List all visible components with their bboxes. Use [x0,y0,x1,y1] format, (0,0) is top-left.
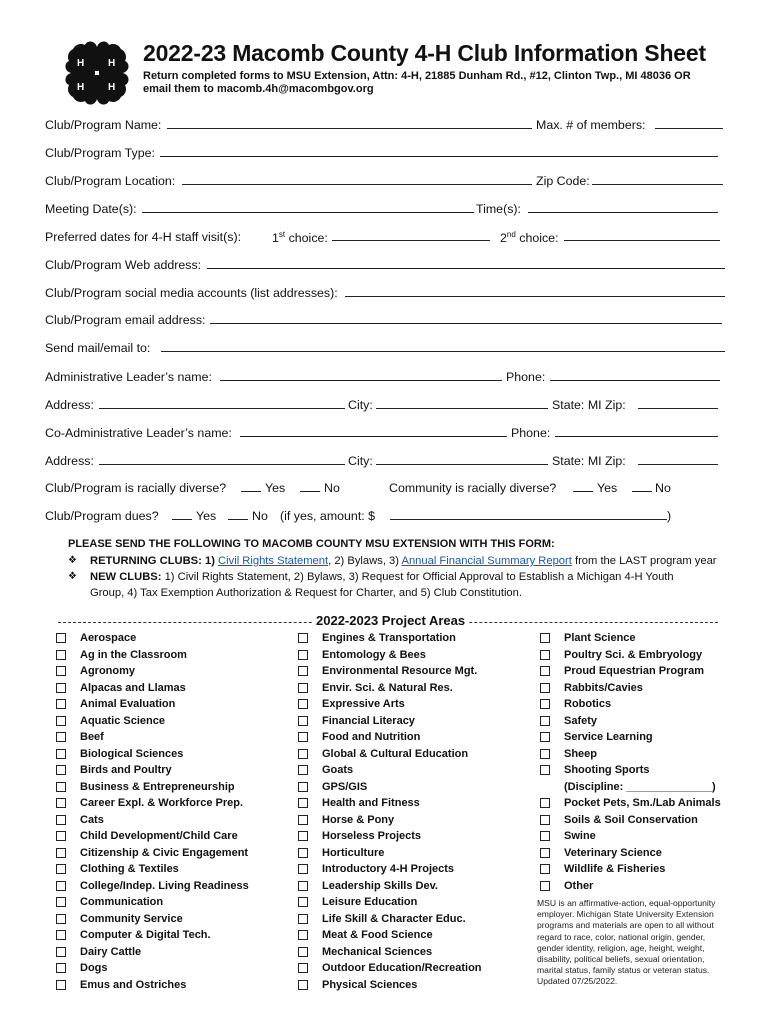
project-area-label: Robotics [564,698,612,710]
max-members-field[interactable] [655,118,723,129]
project-area-label: Life Skill & Character Educ. [322,912,466,925]
max-members-label: Max. # of members: [536,118,646,132]
project-area-label: Meat & Food Science [322,929,433,941]
club-diverse-yes-label: Yes [265,481,286,495]
checkbox[interactable] [298,683,308,693]
project-area-label: Service Learning [564,731,653,743]
returning-tail-text: from the LAST program year [574,555,717,567]
dues-amount-field[interactable] [390,509,667,520]
times-label: Time(s): [476,202,521,216]
project-area-label: Other [564,879,594,892]
admin-address-field[interactable] [99,398,345,409]
project-area-label: Birds and Poultry [80,764,172,776]
checkbox[interactable] [56,782,66,792]
checkbox[interactable] [298,881,308,891]
community-diverse-no-label: No [655,481,671,495]
checkbox[interactable] [540,881,550,891]
project-area-label: Entomology & Bees [322,648,426,661]
financial-summary-link[interactable]: Annual Financial Summary Report [401,555,572,567]
checkbox[interactable] [56,732,66,742]
svg-text:H: H [77,58,85,69]
club-type-field[interactable] [160,146,718,157]
project-area-label: Food and Nutrition [322,731,421,743]
checkbox[interactable] [540,650,550,660]
project-area-label: Plant Science [564,632,636,644]
checkbox[interactable] [540,815,550,825]
project-area-label: Emus and Ostriches [80,978,187,991]
project-area-label: Pocket Pets, Sm./Lab Animals [564,797,721,809]
checkbox[interactable] [56,897,66,907]
community-diverse-yes-label: Yes [597,481,618,495]
project-area-label: Dairy Cattle [80,945,142,958]
project-area-label: Engines & Transportation [322,632,456,644]
svg-text:H: H [108,58,116,69]
second-choice-field[interactable] [564,230,720,241]
project-area-label: Career Expl. & Workforce Prep. [80,797,244,809]
checkbox[interactable] [298,650,308,660]
project-area-label: Outdoor Education/Recreation [322,962,482,974]
racially-diverse-label: Club/Program is racially diverse? [45,481,227,495]
club-diverse-no-field[interactable] [300,481,320,492]
web-address-label: Club/Program Web address: [45,258,202,272]
admin-zip-field[interactable] [638,398,718,409]
send-mail-label: Send mail/email to: [45,341,151,355]
club-location-label: Club/Program Location: [45,174,176,188]
co-admin-leader-label: Co-Administrative Leader’s name: [45,426,232,440]
project-area-label: Poultry Sci. & Embryology [564,648,703,661]
project-area-label: Proud Equestrian Program [564,665,704,677]
checkbox[interactable] [56,815,66,825]
new-clubs-label: NEW CLUBS: [90,571,162,583]
checkbox[interactable] [298,963,308,973]
project-area-label: Community Service [80,912,183,925]
co-admin-city-field[interactable] [376,454,548,465]
checkbox[interactable] [298,848,308,858]
checkbox[interactable] [56,650,66,660]
dues-yes-field[interactable] [172,509,192,520]
checkbox[interactable] [298,897,308,907]
project-areas-title: 2022-2023 Project Areas [313,613,468,628]
checkbox[interactable] [298,732,308,742]
checkbox[interactable] [540,633,550,643]
project-area-label: Dogs [80,962,108,974]
social-media-label: Club/Program social media accounts (list addresses): [45,286,338,300]
club-diverse-yes-field[interactable] [241,481,261,492]
dues-label: Club/Program dues? [45,509,159,523]
project-area-label: GPS/GIS [322,780,368,793]
checkbox[interactable] [56,848,66,858]
project-area-label: Envir. Sci. & Natural Res. [322,681,453,694]
project-area-label: Animal Evaluation [80,698,176,710]
club-name-field[interactable] [167,118,532,129]
project-area-label: Ag in the Classroom [80,648,187,661]
club-name-label: Club/Program Name: [45,118,162,132]
checkbox[interactable] [56,914,66,924]
co-admin-city-label: City: [348,454,373,468]
project-area-label: Mechanical Sciences [322,945,433,958]
project-area-label: Soils & Soil Conservation [564,813,698,826]
checkbox[interactable] [540,864,550,874]
project-area-label: Rabbits/Cavies [564,681,643,694]
project-area-label: Beef [80,731,104,743]
club-location-field[interactable] [182,174,532,185]
checkbox[interactable] [298,864,308,874]
diamond-bullet-icon: ❖ [68,571,77,582]
instructions-heading: PLEASE SEND THE FOLLOWING TO MACOMB COUNTY MSU EXTENSION WITH THIS FORM: [68,538,555,550]
checkbox[interactable] [298,666,308,676]
svg-text:H: H [77,82,85,93]
send-mail-field[interactable] [161,341,725,352]
checkbox[interactable] [540,699,550,709]
project-area-label: Alpacas and Llamas [80,681,186,694]
first-choice-label: 1st choice: [272,230,328,246]
four-leaf-clover-icon [62,38,132,108]
project-area-label: Agronomy [80,665,135,677]
admin-phone-label: Phone: [506,370,546,384]
project-area-label: Child Development/Child Care [80,830,238,842]
times-field[interactable] [528,202,718,213]
project-area-label: Leadership Skills Dev. [322,879,438,892]
checkbox[interactable] [540,683,550,693]
project-area-label: Wildlife & Fisheries [564,863,666,875]
admin-city-label: City: [348,398,373,412]
checkbox[interactable] [298,815,308,825]
admin-phone-field[interactable] [550,370,720,381]
email-address-label: Club/Program email address: [45,313,206,327]
project-area-label: Aerospace [80,632,137,644]
checkbox[interactable] [56,881,66,891]
checkbox[interactable] [56,947,66,957]
checkbox[interactable] [56,831,66,841]
checkbox[interactable] [56,963,66,973]
checkbox[interactable] [298,716,308,726]
project-area-label: Cats [80,813,104,826]
checkbox[interactable] [540,765,550,775]
project-area-label: Citizenship & Civic Engagement [80,846,249,859]
community-diverse-yes-field[interactable] [573,481,593,492]
discipline-label: (Discipline: ______________) [564,780,716,793]
project-area-label: Physical Sciences [322,978,418,991]
checkbox[interactable] [56,798,66,808]
zip-code-field[interactable] [592,174,723,185]
checkbox[interactable] [298,798,308,808]
dues-yes-label: Yes [196,509,217,523]
checkbox[interactable] [56,633,66,643]
social-media-field[interactable] [345,286,725,297]
meeting-dates-field[interactable] [142,202,474,213]
project-area-label: Shooting Sports [564,764,650,776]
project-area-label: Biological Sciences [80,747,184,760]
checkbox[interactable] [56,683,66,693]
page-title: 2022-23 Macomb County 4-H Club Information Sheet [143,40,706,66]
checkbox[interactable] [56,699,66,709]
dues-close-paren: ) [667,509,672,523]
checkbox[interactable] [298,831,308,841]
checkbox[interactable] [56,980,66,990]
admin-leader-field[interactable] [220,370,502,381]
community-diverse-label: Community is racially diverse? [389,481,557,495]
checkbox[interactable] [56,716,66,726]
club-type-label: Club/Program Type: [45,146,155,160]
project-area-label: Sheep [564,747,598,760]
first-choice-field[interactable] [332,230,490,241]
admin-address-label: Address: [45,398,94,412]
returning-clubs-label: RETURNING CLUBS: [90,555,202,567]
project-area-label: Business & Entrepreneurship [80,780,235,793]
co-admin-state-zip-label: State: MI Zip: [552,454,626,468]
svg-text:H: H [108,82,116,93]
project-area-label: Safety [564,714,598,727]
email-address-field[interactable] [210,313,722,324]
project-area-label: Computer & Digital Tech. [80,929,211,941]
web-address-field[interactable] [207,258,725,269]
checkbox[interactable] [540,666,550,676]
project-area-label: Communication [80,896,164,908]
community-diverse-no-field[interactable] [632,481,652,492]
checkbox[interactable] [298,980,308,990]
co-admin-phone-field[interactable] [555,426,718,437]
civil-rights-link[interactable]: Civil Rights Statement [218,555,329,567]
admin-city-field[interactable] [376,398,548,409]
project-area-label: Introductory 4-H Projects [322,863,455,875]
dues-no-label: No [252,509,268,523]
returning-mid-text: , 2) Bylaws, 3) [328,555,399,567]
co-admin-phone-label: Phone: [511,426,551,440]
project-area-label: Horseless Projects [322,830,422,842]
checkbox[interactable] [298,749,308,759]
new-clubs-line1: 1) Civil Rights Statement, 2) Bylaws, 3) Request for Official Approval to Establish a Michigan 4-H Youth [164,571,674,583]
checkbox[interactable] [56,864,66,874]
checkbox[interactable] [56,930,66,940]
dues-no-field[interactable] [228,509,248,520]
co-admin-address-label: Address: [45,454,94,468]
co-admin-zip-field[interactable] [638,454,718,465]
checkbox[interactable] [298,930,308,940]
project-area-label: Veterinary Science [564,846,662,859]
project-area-label: Clothing & Textiles [80,863,179,875]
project-area-label: Environmental Resource Mgt. [322,665,478,677]
checkbox[interactable] [56,749,66,759]
meeting-dates-label: Meeting Date(s): [45,202,137,216]
co-admin-leader-field[interactable] [240,426,507,437]
project-area-label: Swine [564,830,596,842]
checkbox[interactable] [298,947,308,957]
project-area-label: Health and Fitness [322,797,420,809]
checkbox[interactable] [540,716,550,726]
second-choice-label: 2nd choice: [500,230,559,246]
project-area-label: Global & Cultural Education [322,747,469,760]
preferred-dates-label: Preferred dates for 4-H staff visit(s): [45,230,242,244]
checkbox[interactable] [56,666,66,676]
project-area-label: Aquatic Science [80,714,165,727]
checkbox[interactable] [540,732,550,742]
checkbox[interactable] [298,699,308,709]
checkbox[interactable] [540,798,550,808]
returning-num-1: 1) [204,555,215,567]
checkbox[interactable] [298,765,308,775]
project-area-label: Leisure Education [322,896,418,908]
checkbox[interactable] [540,749,550,759]
admin-leader-label: Administrative Leader’s name: [45,370,212,384]
checkbox[interactable] [540,848,550,858]
checkbox[interactable] [298,914,308,924]
zip-code-label: Zip Code: [536,174,590,188]
project-area-label: Horse & Pony [322,813,395,826]
project-area-label: Expressive Arts [322,698,405,710]
co-admin-address-field[interactable] [99,454,345,465]
page-subtitle: Return completed forms to MSU Extension, Attn: 4-H, 21885 Dunham Rd., #12, Clinton Twp., MI 48036 OR email them to macomb.4h@macombgov.org [143,70,691,95]
checkbox[interactable] [298,782,308,792]
footnote-text: MSU is an affirmative-action, equal-opportunity employer. Michigan State University Extension programs and materials are open to all without regard to race, color, national origin, gender, gender identity, religion, age, height, weight, disability, political beliefs, sexual orientation, marital status, family status or veteran status. Updated 07/25/2022. [537,898,716,987]
project-area-label: College/Indep. Living Readiness [80,879,249,892]
project-area-label: Financial Literacy [322,714,415,727]
checkbox[interactable] [298,633,308,643]
checkbox[interactable] [540,831,550,841]
project-area-label: Goats [322,764,354,776]
new-clubs-line2: Group, 4) Tax Exemption Authorization & Request for Charter, and 5) Club Constitution. [90,587,522,599]
admin-state-zip-label: State: MI Zip: [552,398,626,412]
project-area-label: Horticulture [322,846,385,859]
club-diverse-no-label: No [324,481,340,495]
diamond-bullet-icon: ❖ [68,555,77,566]
checkbox[interactable] [56,765,66,775]
dues-amount-label: (if yes, amount: $ [280,509,376,523]
